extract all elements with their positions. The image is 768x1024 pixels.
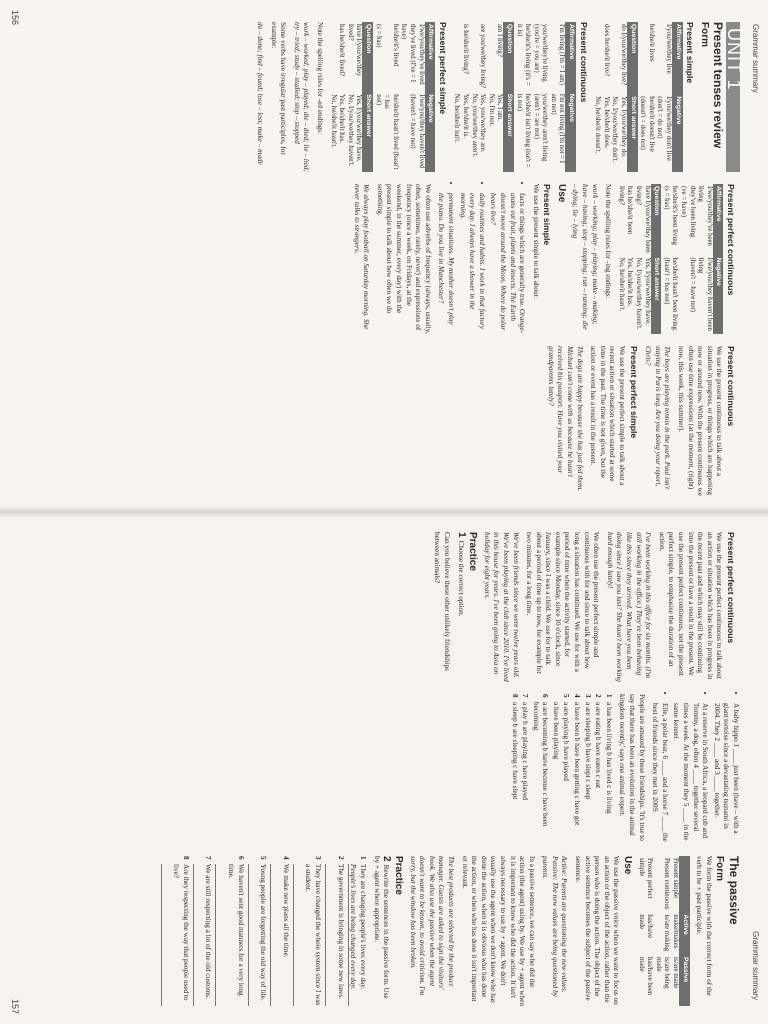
table-header: Passive bbox=[679, 955, 690, 1006]
list-item: 4 We make new plans all the time. bbox=[281, 856, 290, 958]
table-header: Active bbox=[679, 912, 690, 955]
list-item: • daily routines and habits. I work in that factory every day. I always have a shower in the morning. bbox=[457, 193, 486, 334]
table-header: Affirmative bbox=[425, 22, 436, 92]
form-heading: Form bbox=[698, 22, 710, 47]
answer-line[interactable] bbox=[215, 864, 224, 1006]
table-row: Present perfect simple has/have made has/have been made bbox=[637, 858, 654, 996]
present-continuous-heading: Present continuous bbox=[578, 22, 589, 103]
table-row: living? No, I/you/we/they haven't. bbox=[635, 186, 643, 330]
right-column-1 bbox=[428, 532, 740, 682]
list-item: 3 They have changed the whole system since I was a student. bbox=[304, 856, 323, 1006]
page-157 bbox=[0, 512, 768, 1024]
table-header: Short answer bbox=[362, 92, 373, 172]
answer-line[interactable] bbox=[193, 864, 202, 1006]
use-present-simple-list bbox=[436, 184, 526, 334]
practice-1-intro: Can you believe these other unlikely friendships between animals? bbox=[433, 532, 451, 671]
table-row: No, I/you/we/they don't. bbox=[611, 96, 619, 163]
option-row[interactable]: 4 a have been b have been getting c have got bbox=[573, 694, 582, 826]
table-header: Question bbox=[362, 22, 373, 92]
use-present-perfect-simple-heading: Present perfect simple bbox=[628, 346, 639, 439]
irregular-note: Some verbs have irregular past participles, for example: bbox=[269, 22, 288, 155]
running-header-right: Grammar summary bbox=[751, 931, 760, 1000]
unit-number: UNIT 1 bbox=[724, 28, 744, 91]
table-row: you/we/they're living you/we/they aren't living bbox=[541, 24, 549, 162]
table-row: No, he/she/it hasn't. bbox=[329, 94, 337, 148]
present-perfect-simple-table bbox=[328, 22, 435, 172]
for-since-examples: We've been friends since we were twelve years old. We've been playing at the club since 2010. I've lived in this house for years. I've been going to Asia on holiday for eight years. bbox=[482, 532, 520, 682]
table-row: he/she/it's lived he/she/it hasn't lived (hasn't = has bbox=[383, 24, 399, 170]
answer-line[interactable] bbox=[270, 864, 279, 1006]
present-perfect-simple-examples: The dogs are happy because she has just fed them. Michael can't come with us because he hasn't received his passport. Have you visited your grandparents lately? bbox=[546, 346, 584, 492]
unit-title: Present tenses review bbox=[711, 22, 726, 149]
ing-note: Note the spelling rules for -ing endings: bbox=[604, 184, 613, 299]
table-header: Affirmative bbox=[713, 184, 724, 256]
table-row: has he/she/it lived? Yes, he/she/it has. bbox=[338, 24, 346, 143]
page-number-left: 156 bbox=[10, 10, 20, 26]
table-row: I/you/we/they live I/you/we/they don't live bbox=[665, 24, 673, 161]
table-row: No, he/she/it isn't. bbox=[453, 93, 461, 143]
table-row: are you/we/they living? Yes, you/we/they are. bbox=[479, 24, 487, 153]
answer-line[interactable] bbox=[161, 864, 170, 1006]
practice-1-options bbox=[509, 694, 613, 844]
ing-examples: work – working; play – playing; make – making; have – having; stop – stopping; run – running; die – dying; lie – lying bbox=[571, 184, 599, 330]
table-header: Short answer bbox=[651, 256, 662, 334]
passive-agent-paragraph: In a passive sentence, we can say who did the action (the agent) using by. We use by + agent when it is important to know who did the action. It isn't always necessary to use by + agent. We don't usually use the agent when we don't know who has done the action, when it is obvious who has done the action, or when who has done it isn't important or relevant. bbox=[460, 856, 536, 1006]
table-row: (s = has) not) bbox=[374, 24, 382, 106]
use-present-continuous-heading: Present continuous bbox=[726, 346, 736, 427]
unit-banner bbox=[724, 22, 744, 172]
left-column-3 bbox=[541, 346, 740, 496]
table-row: they've lived (I've = I have) (haven't = have not) bbox=[400, 24, 416, 149]
answer-line[interactable] bbox=[325, 864, 334, 1006]
table-row: (ve = have) bbox=[680, 186, 688, 218]
spelling-note: Note the spelling rules for -ed endings: bbox=[316, 22, 325, 135]
table-row: he/she/it's been living he/she/it hasn't been living bbox=[671, 186, 679, 330]
use-heading: Use bbox=[555, 184, 567, 203]
table-row: they've been living (haven't = have not) bbox=[688, 186, 696, 312]
ppc-use-paragraph: We use the present perfect continuous to talk about an action or situation which has been in progress in the recent past and which may still be continuing into the present or have a result in the present. We use the present perfect continuous, not the present perfect simple, to emphasise the duration of an action. bbox=[657, 532, 724, 680]
passive-agent-examples: The best products are selected by the product manager. Guests are asked to sign the visitors' book. We also use the passive when the agent doesn't want to be known, to avoid criticism. I'm sorry, but the window has been broken. bbox=[408, 856, 455, 996]
table-row: No, you/we/they aren't. bbox=[470, 93, 478, 158]
table-row: does he/she/it live? Yes, he/she/it does. bbox=[602, 24, 610, 149]
ppc-use-examples: I've been working in this office for six months. (I'm still working in the office.) They've been behaving like this since they arrived. What have you been doing since I saw you last? She hasn't been working hard enough lately! bbox=[605, 532, 653, 682]
present-continuous-table bbox=[452, 22, 576, 172]
ppc-use-heading: Present perfect continuous bbox=[726, 532, 736, 644]
table-row: is he/she/it living? Yes, he/she/it is. bbox=[461, 24, 469, 138]
table-header: Negative bbox=[713, 256, 724, 334]
table-header: Short answer bbox=[503, 92, 514, 172]
table-row: No, I'm not. bbox=[487, 93, 495, 127]
option-row[interactable]: 8 a sleep b are sleeping c have slept bbox=[510, 694, 519, 800]
practice-1-heading: Practice bbox=[467, 532, 479, 571]
option-row[interactable]: 1 a has been living b has lived c is living bbox=[604, 694, 613, 814]
table-header: Negative bbox=[566, 92, 577, 172]
list-item: • permanent situations. My mother doesn't play the piano. Do you live in Manchester? bbox=[436, 193, 455, 334]
ppc-heading: Present perfect continuous bbox=[726, 184, 736, 296]
page-number-right: 157 bbox=[10, 998, 20, 1014]
table-row: I/we/you/they've been living I/we/you/they haven't been living bbox=[697, 186, 713, 331]
table-header: Negative bbox=[425, 92, 436, 172]
list-item: 2 The government is bringing in some new laws. bbox=[336, 856, 345, 999]
table-header: Question bbox=[627, 22, 638, 94]
option-row[interactable]: 3 a are sleeping b have slept c sleep bbox=[583, 694, 592, 800]
present-continuous-examples: The boys are playing tennis in the park. Paul isn't staying in Paris long. Are you doing your report, Chris? bbox=[644, 346, 672, 490]
passive-use-heading: Use bbox=[622, 856, 634, 875]
present-perfect-simple-use: We use the present perfect simple to talk about a recent action or situation which started at some time in the past. The time is not given, but the action or event has a result in the present. bbox=[589, 346, 627, 486]
practice-1-text bbox=[650, 694, 740, 844]
answer-line[interactable] bbox=[248, 864, 257, 1006]
table-header: Negative bbox=[672, 94, 683, 172]
table-row: (s = has) (hasn't = has not) bbox=[662, 186, 670, 305]
left-column-2 bbox=[347, 184, 740, 334]
passive-use-paragraph: We use the passive voice when we want to focus on an action or the object of the action, rather than the person who is doing the action. The object of the active sentence becomes the subject of the passive sentence. bbox=[574, 856, 621, 1005]
list-item: • A baby hippo 1 ____ just been (have – with a giant tortoise since a devastating tsunami in 2004. They 2 ____ and 3 ____ together. bbox=[711, 703, 740, 844]
answer-line[interactable] bbox=[293, 864, 302, 1006]
table-row: he/she/it's living (it's = it is) he/she/it isn't living (isn't = is not) bbox=[515, 24, 532, 168]
use-present-simple-heading: Present simple bbox=[542, 184, 553, 246]
running-header-left: Grammar summary bbox=[751, 24, 760, 93]
present-continuous-use: We use the present continuous to talk about a situation in progress, or things which are happening now or around now. With the present continuous we often use time expressions (at the moment, (right) now, this week, this summer). bbox=[677, 346, 724, 496]
table-row: I/we/you/they've lived I/we/you/they haven't lived bbox=[417, 24, 425, 169]
table-header: Affirmative bbox=[566, 22, 577, 92]
table-header bbox=[679, 856, 690, 912]
practice-1-instruction: 1Choose the correct option. bbox=[455, 532, 467, 617]
table-row: I'm living (I'm = I am) I'm not living (I'm not = I am not) bbox=[549, 24, 566, 164]
table-row: (don't = do not) bbox=[656, 96, 664, 139]
list-item: 6 We haven't sent good manners for a very long time. bbox=[227, 856, 245, 996]
list-item: • Elle, a polar bear, 6 ____ and a horse 7 ____ the best of friends since they met in 2009. bbox=[650, 703, 669, 844]
present-perfect-simple-heading: Present perfect simple bbox=[437, 22, 448, 115]
frequency-paragraph: We often use adverbs of frequency (always, usually, often, sometimes, rarely, never) and expressions of frequency (once a week, on Fridays, at the weekend, in the summer, every day) with the present simple to talk about how often we do something. bbox=[375, 184, 432, 334]
present-simple-table bbox=[593, 22, 683, 172]
answer-line[interactable]: People's lives are being changed every day. bbox=[348, 864, 357, 1006]
passive-table bbox=[636, 856, 690, 1006]
option-row[interactable]: a have been playing bbox=[551, 702, 560, 760]
practice-2-items bbox=[161, 856, 368, 1006]
table-row: No, he/she/it doesn't. bbox=[594, 96, 602, 154]
table-row: Present simple make/makes is/are made bbox=[672, 858, 680, 989]
right-column-3 bbox=[158, 856, 740, 1006]
present-simple-heading: Present simple bbox=[685, 22, 696, 84]
list-item: 7 We are still respecting a lot of the old customs. bbox=[204, 856, 213, 999]
table-row: (you're = you are) (aren't = are not) bbox=[532, 24, 540, 139]
passive-heading: The passive bbox=[727, 856, 741, 925]
table-row: living? No, he/she/it hasn't. bbox=[617, 186, 625, 312]
passive-use-example: Active: Parents are questioning the new values. Passive: The new values are being questioned by parents. bbox=[541, 856, 569, 997]
table-header: Question bbox=[503, 22, 514, 92]
list-item: 8 Are they respecting the way that people used to live? bbox=[172, 856, 190, 1001]
book-gutter bbox=[0, 506, 768, 518]
table-row: lived? No, I/you/we/they haven't. bbox=[346, 24, 354, 167]
right-column-2 bbox=[508, 694, 740, 844]
table-row: do I/you/we/they live? Yes, I/you/we/they do. bbox=[620, 24, 628, 158]
list-item: • facts or things which are generally true. Orange-utans eat fruit, plants and insects. The Earth doesn't move around the Moon. Where do polar bears live? bbox=[488, 193, 526, 334]
table-header: Affirmative bbox=[672, 22, 683, 94]
passive-form-paragraph: We form the passive with the correct form of the verb to be + past participle. bbox=[695, 856, 713, 996]
option-row[interactable]: 7 a play b are playing c have played bbox=[521, 694, 530, 800]
option-row[interactable]: 2 a are eating b have eaten c eat bbox=[594, 694, 603, 788]
list-item: 1 They are changing people's lives every day. bbox=[359, 856, 368, 990]
practice-2-instruction: 2Rewrite the sentences in the passive form. Use by + agent where appropriate. bbox=[372, 856, 393, 999]
list-item: 5 Young people are forgetting the old way of life. bbox=[259, 856, 268, 1001]
table-row: Present continuous is/are making is/are being made bbox=[654, 858, 671, 989]
table-row: am I living? Yes, I am. bbox=[496, 24, 504, 121]
table-row: has he/she/it been Yes, he/she/it has. bbox=[626, 186, 634, 307]
for-since-paragraph: We often use the present perfect simple and continuous with for and since to talk about how long a situation has continued. We use for with a period of time when the activity started, for example since Monday, since 10 o'clock, since January, since I was a child. We use for to talk about a period of time up to now, for example for two minutes, for a long time. bbox=[525, 532, 601, 674]
left-column-1 bbox=[251, 22, 744, 172]
table-header: Short answer bbox=[627, 94, 638, 172]
use-present-simple-intro: We use the present simple to talk about: bbox=[531, 184, 540, 299]
table-row: have I/you/we/they been Yes, I/you/we/they have. bbox=[643, 186, 651, 325]
table-row: (doesn't = does not) bbox=[639, 96, 647, 150]
option-row[interactable]: 6 a are becoming b have become c have been becoming bbox=[531, 694, 550, 827]
table-row: have I/you/we/they Yes, I/you/we/they have. bbox=[355, 24, 363, 162]
option-row[interactable]: 5 a are playing b have played bbox=[562, 694, 571, 781]
practice-1-closing: People are amazed by these friendships. 'It's true to say that there has been an evolution in the animal kingdom recently,' says one animal expert. bbox=[618, 694, 646, 841]
table-row: he/she/it lives he/she/it doesn't live bbox=[647, 24, 655, 152]
practice-2-heading: Practice bbox=[393, 856, 404, 895]
spelling-examples: work – worked; play – played; die – died; lie – lied; try – tried; study – studied; stop – stopped bbox=[292, 22, 311, 172]
passive-form-heading: Form bbox=[714, 856, 726, 881]
irregular-examples: do – done; find – found; lose – lost; make – made bbox=[256, 22, 265, 165]
list-item: • At a reserve in South Africa, a leopard cub and Tommy, a dog, often 4 ____ together several times a week. At the moment they 5 ____ in the same kennel. bbox=[671, 703, 709, 844]
table-header: Question bbox=[651, 184, 662, 256]
frequency-examples: We always play football on Saturday morning. She never talks to strangers. bbox=[352, 184, 371, 330]
ppc-table bbox=[616, 184, 723, 334]
